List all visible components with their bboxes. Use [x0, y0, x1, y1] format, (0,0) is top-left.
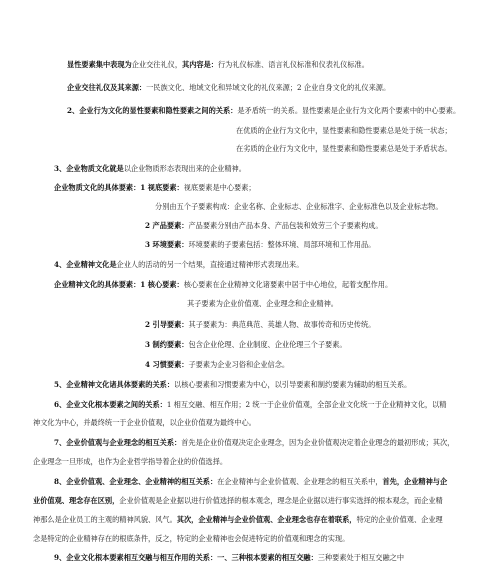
bold-text: 3 环境要素： — [145, 240, 189, 249]
text: 视底要素是中心要素； — [183, 183, 256, 192]
bold-text: 其次，企业精神与企业价值观、企业理念也存在着联系， — [176, 515, 357, 524]
paragraph-line: 在优质的企业行为文化中，显性要素和隐性要素总是处于统一状态； — [236, 126, 452, 135]
text: 子要素为企业习俗和企业信念。 — [188, 360, 290, 369]
paragraph-line — [33, 515, 443, 525]
text: 核心要素在企业精神文化诸要素中居于中心地位，起着支配作用。 — [183, 280, 393, 289]
bold-text: 7、企业价值观与企业理念的相互关系： — [54, 438, 182, 447]
paragraph — [67, 106, 460, 116]
text: 包含企业伦理、企业制度、企业伦理三个子要素。 — [188, 340, 347, 349]
paragraph — [54, 477, 447, 487]
bold-text: 8、企业价值观、企业理念、企业精神的相互关系： — [54, 477, 218, 486]
paragraph — [145, 360, 289, 370]
paragraph-line: 念是特定的企业精神存在的根底条件，反之，特定的企业精神也会促进特定的价值观和理念的实现。 — [33, 534, 350, 543]
bold-text: 6、企业文化根本要素之间的关系： — [54, 400, 167, 409]
bold-text: 2 引导要素： — [145, 320, 189, 329]
text: 首先是企业价值观决定企业理念，因为企业价值观决定着企业理念的最初形成；其次， — [181, 438, 455, 447]
paragraph — [67, 83, 390, 93]
text: 行为礼仪标准、语言礼仪标准和仪表礼仪标准。 — [217, 60, 369, 69]
paragraph — [145, 340, 347, 350]
text: 以核心要素和习惯要素为中心，以引导要素和制约要素为辅助的相互关系。 — [174, 380, 412, 389]
bold-text: 2 产品要素： — [145, 221, 189, 230]
paragraph — [54, 380, 411, 390]
bold-text: 4、企业精神文化是 — [54, 260, 117, 269]
paragraph-line: 其子要素为企业价值观、企业理念和企业精神。 — [187, 299, 338, 308]
text: 其子要素为：典范典范、英雄人物、故事传奇和历史传统。 — [188, 320, 376, 329]
text: 一民族文化、地域文化和异域文化的礼仪来源；2 企业自身文化的礼仪来源。 — [146, 83, 391, 92]
bold-text: 企业交往礼仪及其来源： — [67, 83, 147, 92]
paragraph-line: 在劣质的企业行为文化中，显性要素和隐性要素总是处于矛盾状态。 — [236, 144, 452, 153]
bold-text: 4 习惯要素： — [145, 360, 189, 369]
bold-text: 企业物质文化的具体要素：1 视底要素： — [54, 183, 184, 192]
text: 是矛盾统一的关系。显性要素是企业行为文化两个要素中的中心要素。 — [237, 106, 461, 115]
paragraph-line: 神文化为中心，并最终统一于企业价值观，以企业价值观为最终中心。 — [33, 418, 256, 427]
text: 在企业精神与企业价值观、企业理念的相互关系中， — [217, 477, 383, 486]
text: 神那么是企业员工的主观的精神风貌、风气。 — [33, 515, 177, 524]
text: 企业交往礼仪， — [131, 60, 183, 69]
bold-text: 企业精神文化的具体要素：1 核心要素： — [54, 280, 184, 289]
paragraph-line — [33, 496, 443, 506]
bold-text: 9、企业文化根本要素相互交融与相互作用的关系：一、三种根本要素的相互交融： — [54, 553, 318, 562]
text: 特定的企业价值观、企业理 — [356, 515, 443, 524]
bold-text: 2、企业行为文化的显性要素和隐性要素之间的关系： — [67, 106, 238, 115]
bold-text: 显性要素集中表现为 — [67, 60, 132, 69]
paragraph-line: 企业理念一旦形成，也作为企业哲学指导着企业的价值选择。 — [33, 457, 228, 466]
paragraph — [54, 280, 392, 290]
bold-text: 3、企业物质文化就是 — [54, 164, 124, 173]
paragraph — [54, 183, 256, 193]
text: 环境要素的子要素包括：整体环境、局部环境和工作用品。 — [188, 240, 376, 249]
bold-text: 业价值观、理念存在区别， — [33, 496, 120, 505]
bold-text: 其内容是： — [182, 60, 218, 69]
text: 三种要素处于相互交融之中 — [317, 553, 405, 562]
paragraph — [54, 400, 447, 410]
paragraph — [54, 553, 404, 563]
paragraph — [67, 60, 369, 70]
paragraph — [145, 221, 383, 231]
paragraph-line: 分别由五个子要素构成：企业名称、企业标志、企业标准字、企业标准色以及企业标志物。 — [155, 202, 443, 211]
paragraph — [145, 240, 375, 250]
bold-text: 首先，企业精神与企 — [382, 477, 448, 486]
text: 以企业物质形态表现出来的企业精神。 — [123, 164, 246, 173]
bold-text: 5、企业精神文化诸具体要素的关系： — [54, 380, 175, 389]
text: 1 相互交融、相互作用；2 统一于企业价值观，全部企业文化统一于企业精神文化，以精 — [166, 400, 447, 409]
bold-text: 3 制约要素： — [145, 340, 189, 349]
paragraph — [54, 260, 303, 270]
paragraph — [145, 320, 375, 330]
text: 企业人的活动的另一个结果，直接通过精神形式表现出来。 — [116, 260, 304, 269]
text: 产品要素分别由产品本身、产品包装和效劳三个子要素构成。 — [188, 221, 383, 230]
paragraph — [54, 164, 246, 174]
paragraph — [54, 438, 454, 448]
text: 企业价值观是企业据以进行价值选择的根本观念，理念是企业据以进行事实选择的根本观念，而企业精 — [119, 496, 443, 505]
